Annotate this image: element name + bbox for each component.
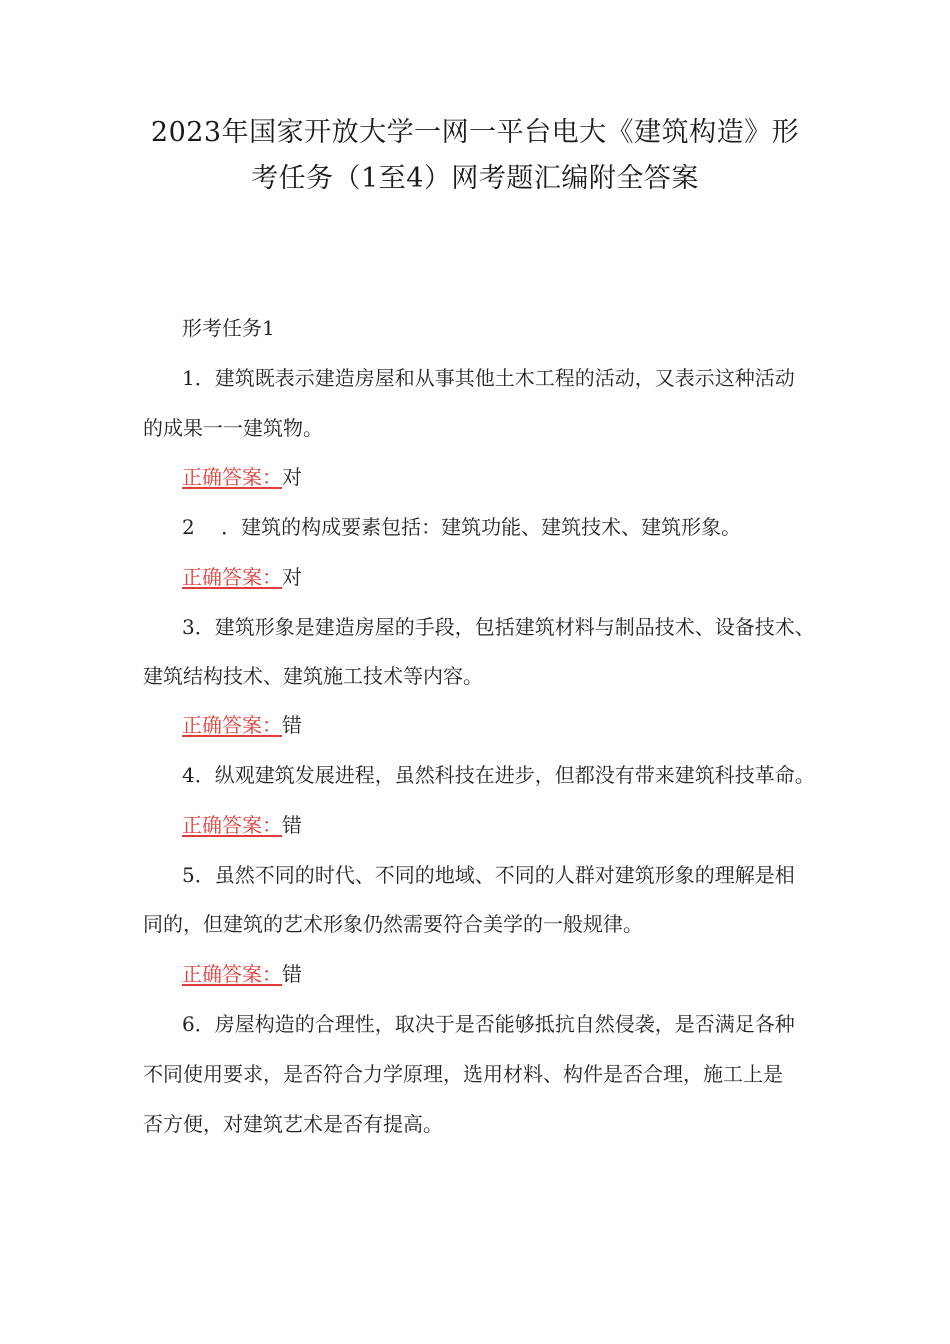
question-6-line-1: 6．房屋构造的合理性，取决于是否能够抵抗自然侵袭，是否满足各种 (182, 1012, 795, 1036)
document-title (100, 110, 850, 202)
document-title-line-1: 2023年国家开放大学一网一平台电大《建筑构造》形 (150, 117, 800, 148)
answer-value: 错 (282, 713, 302, 737)
question-3-line-1: 3．建筑形象是建造房屋的手段，包括建筑材料与制品技术、设备技术、 (182, 615, 815, 639)
answer-label: 正确答案： (182, 962, 282, 986)
question-5-line-2: 同的，但建筑的艺术形象仍然需要符合美学的一般规律。 (143, 912, 643, 936)
question-2-answer (182, 564, 302, 590)
answer-value: 对 (282, 565, 302, 589)
question-4-answer (182, 812, 302, 838)
answer-label: 正确答案： (182, 465, 282, 489)
document-title-line-2: 考任务（1至4）网考题汇编附全答案 (251, 163, 699, 194)
question-1-line-2: 的成果一一建筑物。 (143, 416, 323, 440)
question-1-answer (182, 464, 302, 490)
question-6-line-3: 否方便，对建筑艺术是否有提高。 (143, 1112, 443, 1136)
answer-value: 对 (282, 465, 302, 489)
question-2-line-1: 2 ．建筑的构成要素包括：建筑功能、建筑技术、建筑形象。 (182, 515, 742, 539)
question-4-line-1: 4．纵观建筑发展进程，虽然科技在进步，但都没有带来建筑科技革命。 (182, 763, 815, 787)
answer-value: 错 (282, 813, 302, 837)
answer-label: 正确答案： (182, 813, 282, 837)
question-3-answer (182, 712, 302, 738)
question-5-answer (182, 961, 302, 987)
answer-label: 正确答案： (182, 565, 282, 589)
answer-value: 错 (282, 962, 302, 986)
section-heading: 形考任务1 (182, 316, 275, 340)
question-6-line-2: 不同使用要求，是否符合力学原理，选用材料、构件是否合理，施工上是 (143, 1062, 783, 1086)
answer-label: 正确答案： (182, 713, 282, 737)
question-3-line-2: 建筑结构技术、建筑施工技术等内容。 (143, 664, 483, 688)
question-1-line-1: 1．建筑既表示建造房屋和从事其他土木工程的活动，又表示这种活动 (182, 366, 795, 390)
question-5-line-1: 5．虽然不同的时代、不同的地域、不同的人群对建筑形象的理解是相 (182, 863, 795, 887)
